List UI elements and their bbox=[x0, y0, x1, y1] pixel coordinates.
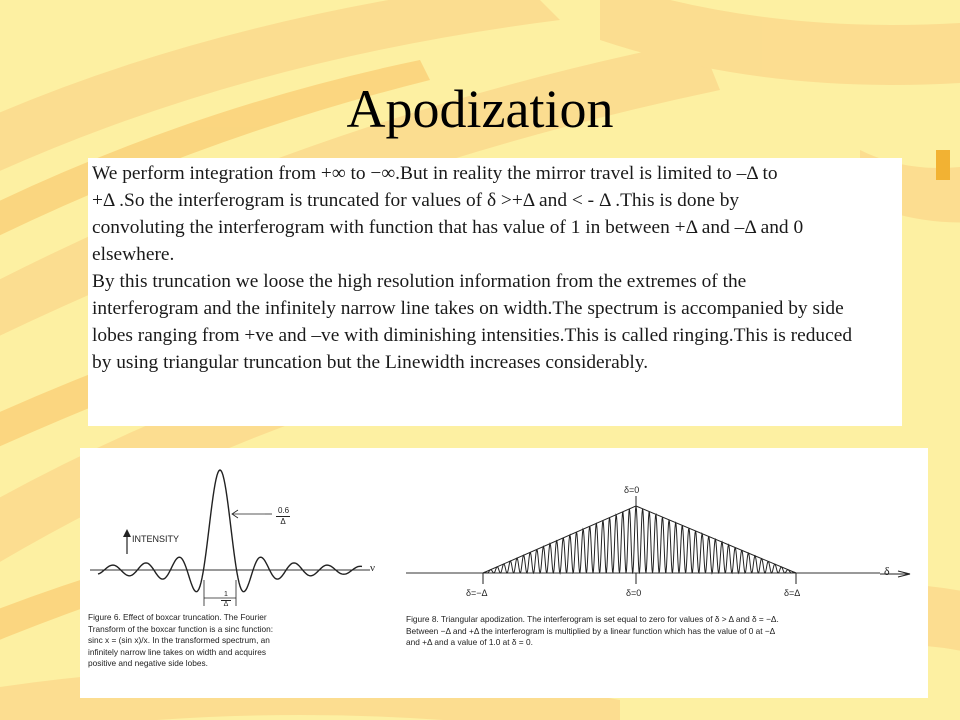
fig8-center-label: δ=0 bbox=[626, 588, 642, 598]
caption-line: sinc x = (sin x)/x. In the transformed spectrum, an bbox=[88, 635, 270, 645]
paragraph-line: elsewhere. bbox=[92, 244, 175, 265]
fig8-interferogram bbox=[483, 506, 796, 573]
fig8-top-label: δ=0 bbox=[624, 485, 640, 495]
slide-title: Apodization bbox=[346, 79, 614, 139]
paragraph-line: We perform integration from +∞ to −∞.But in reality the mirror travel is limited to –Δ to bbox=[92, 163, 778, 184]
paragraph-line: interferogram and the infinitely narrow line takes on width.The spectrum is accompanied by side bbox=[92, 298, 844, 319]
fig6-small-top: 1 bbox=[224, 591, 228, 598]
accent-tab bbox=[936, 150, 950, 180]
paragraph-line: By this truncation we loose the high resolution information from the extremes of the bbox=[92, 271, 747, 292]
fig8-right-label: δ=Δ bbox=[784, 588, 801, 598]
fig8-envelope-left bbox=[483, 506, 636, 573]
fig8-caption bbox=[406, 614, 926, 649]
fig6-width-bottom: Δ bbox=[276, 516, 290, 526]
fig6-intensity-label: INTENSITY bbox=[132, 534, 180, 544]
paragraph-line: by using triangular truncation but the Linewidth increases considerably. bbox=[92, 352, 649, 373]
caption-line: Figure 6. Effect of boxcar truncation. The Fourier bbox=[88, 612, 267, 622]
caption-line: Transform of the boxcar function is a sinc function: bbox=[88, 623, 274, 634]
fig6-caption bbox=[88, 612, 380, 670]
fig6-small-bottom: Δ bbox=[221, 600, 231, 608]
paragraph-line: +Δ .So the interferogram is truncated for values of δ >+Δ and < - Δ .This is done by bbox=[92, 190, 740, 211]
paragraph-box bbox=[88, 158, 902, 426]
fig6-nu-label: ν bbox=[370, 562, 375, 574]
fig6-width-top: 0.6 bbox=[278, 506, 290, 515]
figures-panel bbox=[80, 448, 928, 698]
caption-line: infinitely narrow line takes on width and acquires bbox=[88, 646, 267, 657]
caption-line: and +Δ and a value of 1.0 at δ = 0. bbox=[406, 637, 533, 647]
caption-line: Between −Δ and +Δ the interferogram is multiplied by a linear function which has the value of 0 at −Δ bbox=[406, 625, 776, 636]
fig6-sinc-curve bbox=[98, 470, 362, 592]
fig8-axis-label: δ bbox=[884, 564, 890, 578]
caption-line: Figure 8. Triangular apodization. The interferogram is set equal to zero for values of δ > Δ and δ = −Δ. bbox=[406, 614, 779, 624]
caption-line: positive and negative side lobes. bbox=[88, 658, 208, 668]
paragraph-line: lobes ranging from +ve and –ve with diminishing intensities.This is called ringing.This is reduced bbox=[92, 325, 853, 346]
paragraph-line: convoluting the interferogram with function that has value of 1 in between +Δ and –Δ and 0 bbox=[92, 217, 804, 238]
fig8-left-label: δ=−Δ bbox=[466, 588, 488, 598]
